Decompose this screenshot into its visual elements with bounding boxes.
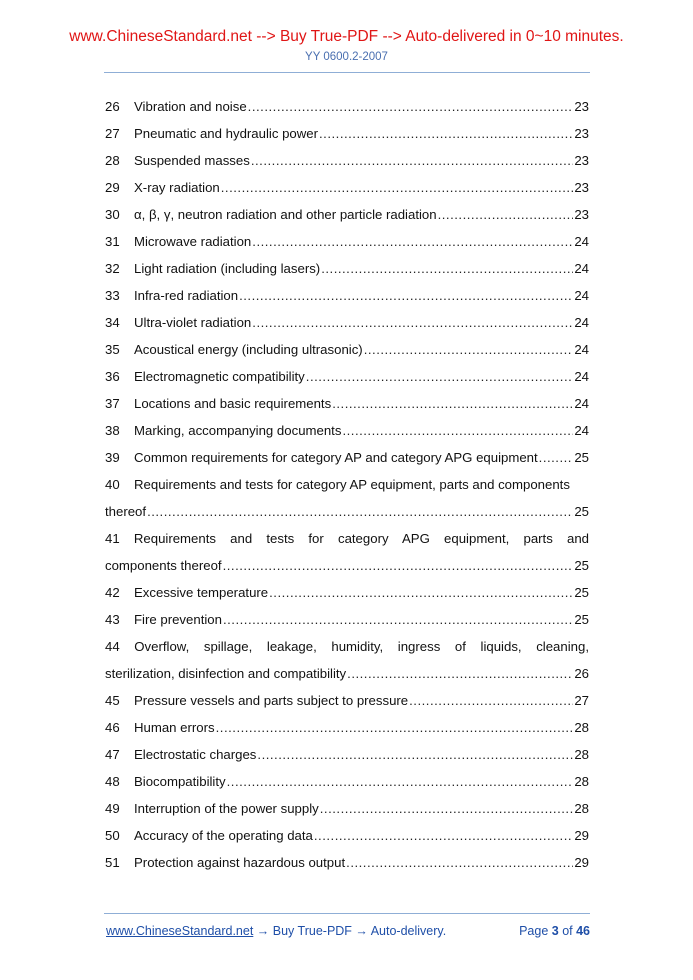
toc-leader-dots (216, 719, 574, 737)
toc-title: Marking, accompanying documents (134, 423, 342, 438)
toc-number: 32 (105, 261, 120, 276)
document-id: YY 0600.2-2007 (305, 51, 388, 63)
toc-entry-28[interactable] (105, 152, 589, 179)
toc-number: 36 (105, 369, 120, 384)
toc-leader-dots (539, 449, 574, 467)
footer-divider (104, 913, 590, 914)
toc-entry-30[interactable] (105, 206, 589, 233)
toc-title: α, β, γ, neutron radiation and other particle radiation (134, 207, 437, 222)
toc-entry-29[interactable] (105, 179, 589, 206)
toc-title-line1: Overflow, spillage, leakage, humidity, ingress of liquids, cleaning, (134, 639, 589, 654)
toc-title: Acoustical energy (including ultrasonic) (134, 342, 363, 357)
toc-title-line2: thereof (105, 504, 147, 519)
toc-entry-41[interactable] (105, 530, 589, 584)
toc-number: 51 (105, 855, 120, 870)
toc-number: 47 (105, 747, 120, 762)
header-banner[interactable]: www.ChineseStandard.net --> Buy True-PDF --> Auto-delivered in 0~10 minutes. (69, 28, 624, 45)
toc-title-line1: Requirements and tests for category AP equipment, parts and components (134, 477, 570, 492)
toc-leader-dots (321, 260, 573, 278)
toc-title: Locations and basic requirements (134, 396, 332, 411)
toc-number: 45 (105, 693, 120, 708)
toc-page: 24 (574, 396, 589, 411)
footer-tail-text: → Buy True-PDF → Auto-delivery. (253, 924, 447, 938)
toc-leader-dots (221, 179, 574, 197)
toc-leader-dots (342, 422, 573, 440)
toc-page: 26 (574, 666, 589, 681)
toc-number: 37 (105, 396, 120, 411)
toc-page: 24 (574, 342, 589, 357)
toc-title-line1-wrap (105, 638, 589, 656)
toc-title: Common requirements for category AP and category APG equipment (134, 450, 538, 465)
toc-title: X-ray radiation (134, 180, 220, 195)
toc-page: 28 (574, 720, 589, 735)
toc-entry-40[interactable] (105, 476, 589, 530)
table-of-contents (105, 98, 589, 881)
toc-number: 48 (105, 774, 120, 789)
page-of: of (558, 924, 577, 938)
toc-number: 33 (105, 288, 120, 303)
toc-entry-38[interactable] (105, 422, 589, 449)
toc-page: 24 (574, 369, 589, 384)
toc-page: 23 (574, 180, 589, 195)
toc-entry-32[interactable] (105, 260, 589, 287)
toc-number: 31 (105, 234, 120, 249)
toc-number: 41 (105, 531, 120, 546)
toc-title: Interruption of the power supply (134, 801, 319, 816)
toc-entry-33[interactable] (105, 287, 589, 314)
toc-leader-dots (257, 746, 573, 764)
toc-number: 44 (105, 639, 120, 654)
toc-entry-49[interactable] (105, 800, 589, 827)
page-total: 46 (576, 924, 590, 938)
toc-entry-27[interactable] (105, 125, 589, 152)
toc-page: 23 (574, 207, 589, 222)
toc-page: 23 (574, 99, 589, 114)
toc-page: 25 (574, 450, 589, 465)
toc-title-line2: sterilization, disinfection and compatibility (105, 666, 347, 681)
toc-number: 30 (105, 207, 120, 222)
toc-title: Electrostatic charges (134, 747, 257, 762)
toc-leader-dots (248, 98, 574, 116)
toc-title: Light radiation (including lasers) (134, 261, 321, 276)
toc-page: 29 (574, 828, 589, 843)
toc-number: 50 (105, 828, 120, 843)
toc-title: Pressure vessels and parts subject to pressure (134, 693, 409, 708)
toc-leader-dots (147, 503, 573, 521)
toc-number: 40 (105, 477, 120, 492)
toc-page: 25 (574, 558, 589, 573)
toc-page: 24 (574, 423, 589, 438)
toc-title: Biocompatibility (134, 774, 226, 789)
toc-page: 23 (574, 126, 589, 141)
page-counter (519, 922, 590, 940)
page-footer (106, 922, 590, 940)
toc-leader-dots (347, 665, 573, 683)
toc-leader-dots (332, 395, 573, 413)
toc-leader-dots (269, 584, 573, 602)
toc-title: Microwave radiation (134, 234, 252, 249)
toc-title-line1-wrap (105, 530, 589, 548)
toc-leader-dots (306, 368, 574, 386)
toc-leader-dots (364, 341, 574, 359)
toc-title: Infra-red radiation (134, 288, 239, 303)
toc-page: 23 (574, 153, 589, 168)
toc-title: Pneumatic and hydraulic power (134, 126, 318, 141)
toc-title-line2: components thereof (105, 558, 222, 573)
toc-entry-39[interactable] (105, 449, 589, 476)
toc-entry-46[interactable] (105, 719, 589, 746)
toc-number: 27 (105, 126, 120, 141)
header-divider (104, 72, 590, 73)
toc-number: 26 (105, 99, 120, 114)
footer-purchase-line (106, 922, 446, 940)
toc-leader-dots (251, 152, 573, 170)
toc-number: 34 (105, 315, 120, 330)
toc-leader-dots (438, 206, 574, 224)
toc-leader-dots (346, 854, 573, 872)
page-current: 3 (551, 924, 559, 938)
toc-leader-dots (314, 827, 573, 845)
toc-number: 42 (105, 585, 120, 600)
toc-entry-37[interactable] (105, 395, 589, 422)
toc-title: Vibration and noise (134, 99, 247, 114)
toc-number: 39 (105, 450, 120, 465)
toc-leader-dots (239, 287, 573, 305)
toc-entry-36[interactable] (105, 368, 589, 395)
toc-entry-26[interactable] (105, 98, 589, 125)
toc-page: 24 (574, 315, 589, 330)
toc-title: Excessive temperature (134, 585, 269, 600)
page-prefix: Page (519, 924, 552, 938)
toc-page: 28 (574, 801, 589, 816)
toc-title: Ultra-violet radiation (134, 315, 252, 330)
toc-page: 24 (574, 288, 589, 303)
toc-entry-50[interactable] (105, 827, 589, 854)
footer-site-link[interactable]: www.ChineseStandard.net (106, 924, 254, 938)
toc-entry-35[interactable] (105, 341, 589, 368)
toc-title: Suspended masses (134, 153, 250, 168)
toc-title: Protection against hazardous output (134, 855, 346, 870)
toc-title: Human errors (134, 720, 215, 735)
toc-entry-45[interactable] (105, 692, 589, 719)
toc-number: 38 (105, 423, 120, 438)
toc-number: 46 (105, 720, 120, 735)
toc-entry-47[interactable] (105, 746, 589, 773)
toc-page: 25 (574, 612, 589, 627)
toc-number: 28 (105, 153, 120, 168)
toc-entry-31[interactable] (105, 233, 589, 260)
toc-number: 29 (105, 180, 120, 195)
toc-page: 25 (574, 585, 589, 600)
toc-page: 29 (574, 855, 589, 870)
toc-leader-dots (252, 314, 573, 332)
toc-title-line1: Requirements and tests for category APG equipment, parts and (133, 531, 590, 546)
toc-leader-dots (320, 800, 574, 818)
toc-entry-44[interactable] (105, 638, 589, 692)
toc-leader-dots (227, 773, 574, 791)
toc-page: 28 (574, 774, 589, 789)
toc-leader-dots (223, 557, 574, 575)
toc-page: 24 (574, 234, 589, 249)
toc-title: Electromagnetic compatibility (134, 369, 305, 384)
toc-number: 35 (105, 342, 120, 357)
toc-entry-43[interactable] (105, 611, 589, 638)
toc-entry-48[interactable] (105, 773, 589, 800)
toc-entry-42[interactable] (105, 584, 589, 611)
toc-leader-dots (252, 233, 573, 251)
toc-number: 49 (105, 801, 120, 816)
toc-page: 28 (574, 747, 589, 762)
toc-entry-34[interactable] (105, 314, 589, 341)
toc-entry-51[interactable] (105, 854, 589, 881)
toc-title: Accuracy of the operating data (134, 828, 313, 843)
toc-leader-dots (319, 125, 573, 143)
toc-page: 25 (574, 504, 589, 519)
toc-number: 43 (105, 612, 120, 627)
toc-leader-dots (223, 611, 573, 629)
toc-title: Fire prevention (134, 612, 222, 627)
toc-page: 27 (574, 693, 589, 708)
toc-page: 24 (574, 261, 589, 276)
toc-leader-dots (409, 692, 573, 710)
